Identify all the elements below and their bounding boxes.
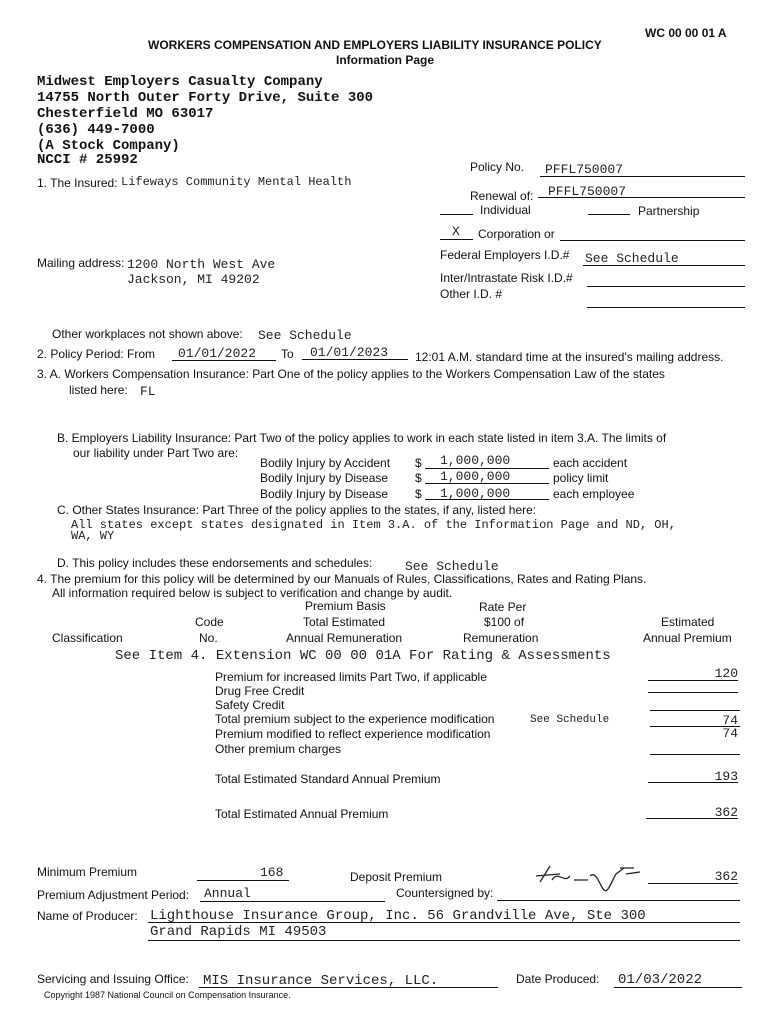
page-title: WORKERS COMPENSATION AND EMPLOYERS LIABILITY INSURANCE POLICY xyxy=(148,38,602,52)
insurer-name: Midwest Employers Casualty Company xyxy=(37,74,323,90)
policy-no-value: PFFL750007 xyxy=(545,162,624,177)
corporation-label: Corporation or xyxy=(478,227,555,241)
insurer-type: (A Stock Company) xyxy=(37,138,180,154)
page-subtitle: Information Page xyxy=(336,53,435,67)
total-standard-value: 193 xyxy=(714,769,738,784)
other-workplaces-value: See Schedule xyxy=(258,328,352,343)
servicing-label: Servicing and Issuing Office: xyxy=(37,972,189,986)
minimum-rule xyxy=(197,880,289,881)
date-label: Date Produced: xyxy=(516,972,600,986)
item3a-states: FL xyxy=(140,384,156,399)
total-annual-rule xyxy=(646,818,738,819)
form-id: WC 00 00 01 A xyxy=(645,26,727,40)
premium-line-5-label: Premium modified to reflect experience modification xyxy=(215,727,491,741)
header-est1: Estimated xyxy=(661,615,715,629)
limit-1-label: Bodily Injury by Accident xyxy=(260,456,391,470)
renewal-line xyxy=(538,197,745,198)
premium-line-2-rule xyxy=(648,692,738,693)
limit-1-suffix: each accident xyxy=(553,456,628,470)
corporation-blank xyxy=(440,239,473,240)
header-classification: Classification xyxy=(52,631,123,645)
experience-note: See Schedule xyxy=(530,714,610,726)
premium-line-1-value: 120 xyxy=(714,666,738,681)
insured-name: Lifeways Community Mental Health xyxy=(121,175,352,189)
other-id-line xyxy=(587,307,745,308)
header-basis1: Premium Basis xyxy=(305,599,386,613)
adjustment-label: Premium Adjustment Period: xyxy=(37,888,190,902)
header-basis2: Total Estimated xyxy=(303,615,386,629)
policy-period-to: 01/01/2023 xyxy=(310,345,389,360)
limit-3-line xyxy=(425,499,549,500)
premium-line-2-label: Drug Free Credit xyxy=(215,684,305,698)
header-rate3: Remuneration xyxy=(463,631,539,645)
total-standard-label: Total Estimated Standard Annual Premium xyxy=(215,772,441,786)
header-basis3: Annual Remuneration xyxy=(286,631,403,645)
producer-rule2 xyxy=(148,940,740,941)
corporation-mark: X xyxy=(452,224,460,239)
producer-rule1 xyxy=(148,922,740,923)
item3a-text2: listed here: xyxy=(69,383,128,397)
premium-line-5-value: 74 xyxy=(722,726,738,741)
federal-id-label: Federal Employers I.D.# xyxy=(440,248,570,262)
corporation-line xyxy=(560,240,745,241)
copyright-note: Copyright 1987 National Council on Compensation Insurance. xyxy=(44,990,291,1000)
countersigned-label: Countersigned by: xyxy=(396,886,494,900)
date-rule xyxy=(614,987,742,988)
minimum-value: 168 xyxy=(260,865,284,880)
adjustment-rule xyxy=(200,901,385,902)
producer-label: Name of Producer: xyxy=(37,909,138,923)
premium-line-6-label: Other premium charges xyxy=(215,742,342,756)
mailing-line1: 1200 North West Ave xyxy=(127,257,276,272)
renewal-value: PFFL750007 xyxy=(548,184,627,199)
item4-text2: All information required below is subject to verification and change by audit. xyxy=(52,586,453,600)
item3b-text2: our liability under Part Two are: xyxy=(73,446,239,460)
premium-line-3-label: Safety Credit xyxy=(215,698,285,712)
premium-line-6-rule xyxy=(650,754,740,755)
policy-to-line xyxy=(302,359,408,360)
individual-label: Individual xyxy=(480,203,531,217)
other-id-label: Other I.D. # xyxy=(440,287,503,301)
header-code1: Code xyxy=(195,615,224,629)
premium-line-4-label: Total premium subject to the experience modification xyxy=(215,712,495,726)
individual-blank xyxy=(440,214,473,215)
policy-period-to-label: To xyxy=(281,347,294,361)
inter-risk-label: Inter/Intrastate Risk I.D.# xyxy=(440,271,573,285)
policy-no-line xyxy=(540,176,745,177)
limit-2-dollar: $ xyxy=(415,471,422,485)
insurer-address2: Chesterfield MO 63017 xyxy=(37,106,214,122)
premium-line-4-value: 74 xyxy=(722,713,738,728)
limit-3-amount: 1,000,000 xyxy=(440,486,511,501)
item3d-text: D. This policy includes these endorsements and schedules: xyxy=(57,556,373,570)
item3c-text: C. Other States Insurance: Part Three of the policy applies to the states, if any, listed here: xyxy=(57,503,537,517)
insurer-ncci: NCCI # 25992 xyxy=(37,152,138,168)
item3b-text1: B. Employers Liability Insurance: Part Two of the policy applies to work in each state listed in item 3.A. The limits of xyxy=(57,431,667,445)
premium-line-1-rule xyxy=(648,680,738,681)
header-rate1: Rate Per xyxy=(479,600,527,614)
header-rate2: $100 of xyxy=(484,615,525,629)
item3a-text1: 3. A. Workers Compensation Insurance: Part One of the policy applies to the Workers Compensation Law of the states xyxy=(37,367,665,381)
deposit-label: Deposit Premium xyxy=(350,870,443,884)
limit-2-amount: 1,000,000 xyxy=(440,469,511,484)
producer-line2: Grand Rapids MI 49503 xyxy=(150,924,327,940)
item3d-value: See Schedule xyxy=(405,559,499,574)
signature-image xyxy=(530,860,660,900)
see-item4-note: See Item 4. Extension WC 00 00 01A For Rating & Assessments xyxy=(115,648,611,664)
producer-line1: Lighthouse Insurance Group, Inc. 56 Grandville Ave, Ste 300 xyxy=(150,908,646,924)
partnership-blank xyxy=(588,214,630,215)
deposit-value: 362 xyxy=(714,869,738,884)
limit-2-label: Bodily Injury by Disease xyxy=(260,471,389,485)
policy-period-note: 12:01 A.M. standard time at the insured's mailing address. xyxy=(415,350,724,364)
inter-risk-line xyxy=(587,286,745,287)
premium-line-1-label: Premium for increased limits Part Two, if applicable xyxy=(215,670,487,684)
header-est2: Annual Premium xyxy=(643,631,732,645)
item3c-value1: All states except states designated in Item 3.A. of the Information Page and ND, OH, xyxy=(71,518,676,532)
limit-3-label: Bodily Injury by Disease xyxy=(260,487,389,501)
federal-id-line xyxy=(583,265,745,266)
mailing-label: Mailing address: xyxy=(37,256,125,270)
premium-line-3-rule xyxy=(650,710,740,711)
policy-no-label: Policy No. xyxy=(470,160,525,174)
minimum-label: Minimum Premium xyxy=(37,865,138,879)
total-annual-label: Total Estimated Annual Premium xyxy=(215,807,389,821)
policy-from-line xyxy=(172,360,276,361)
limit-3-dollar: $ xyxy=(415,487,422,501)
limit-1-dollar: $ xyxy=(415,456,422,470)
federal-id-value: See Schedule xyxy=(585,251,679,266)
total-annual-value: 362 xyxy=(714,805,738,820)
date-value: 01/03/2022 xyxy=(618,972,703,988)
countersigned-rule xyxy=(497,900,740,901)
servicing-value: MIS Insurance Services, LLC. xyxy=(203,973,439,989)
insurer-phone: (636) 449-7000 xyxy=(37,122,155,138)
limit-1-amount: 1,000,000 xyxy=(440,453,511,468)
mailing-line2: Jackson, MI 49202 xyxy=(127,272,260,287)
limit-2-line xyxy=(425,483,549,484)
renewal-label: Renewal of: xyxy=(470,189,534,203)
policy-period-from: 01/01/2022 xyxy=(178,346,257,361)
header-code2: No. xyxy=(199,631,218,645)
policy-period-label: 2. Policy Period: From xyxy=(37,347,156,361)
insured-label: 1. The Insured: xyxy=(37,176,118,190)
limit-3-suffix: each employee xyxy=(553,487,635,501)
insurer-address1: 14755 North Outer Forty Drive, Suite 300 xyxy=(37,90,374,106)
servicing-rule xyxy=(199,987,498,988)
partnership-label: Partnership xyxy=(638,204,700,218)
item3c-value2: WA, WY xyxy=(71,529,115,543)
other-workplaces-label: Other workplaces not shown above: xyxy=(52,327,243,341)
adjustment-value: Annual xyxy=(204,886,251,901)
total-standard-rule xyxy=(648,782,738,783)
limit-2-suffix: policy limit xyxy=(553,471,609,485)
deposit-rule xyxy=(648,883,738,884)
item4-text1: 4. The premium for this policy will be determined by our Manuals of Rules, Classifications, Rates and Rating Plans. xyxy=(37,572,647,586)
